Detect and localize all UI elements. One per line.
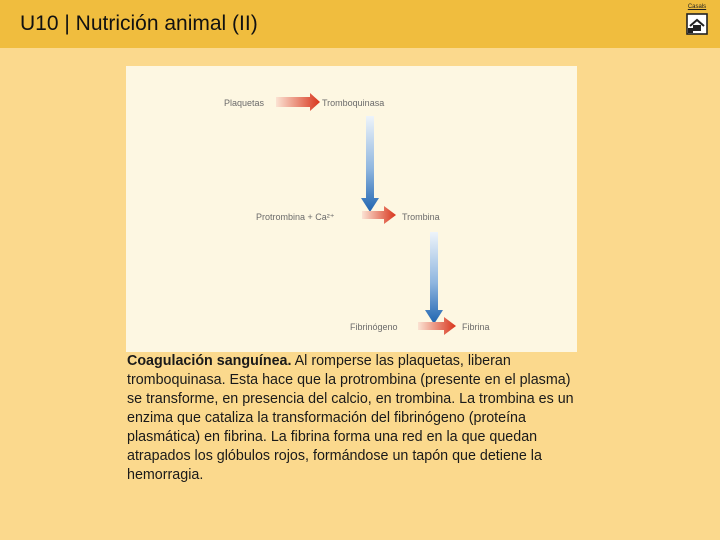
label-trombina: Trombina: [402, 212, 440, 222]
caption-heading: Coagulación sanguínea.: [127, 353, 292, 369]
page-title: U10 | Nutrición animal (II): [20, 12, 258, 35]
caption: [127, 352, 575, 485]
arrow-trombina-down: [425, 232, 443, 324]
coagulation-diagram: [126, 66, 577, 352]
label-protrombina: Protrombina + Ca²⁺: [256, 212, 335, 222]
arrow-protrombina-to-trombina: [362, 206, 396, 224]
title-bar: [0, 0, 720, 48]
arrow-plaquetas-to-tromboquinasa: [276, 93, 320, 111]
arrow-fibrinogeno-to-fibrina: [418, 317, 456, 335]
arrow-tromboquinasa-down: [361, 116, 379, 212]
label-plaquetas: Plaquetas: [224, 98, 265, 108]
label-tromboquinasa: Tromboquinasa: [322, 98, 385, 108]
label-fibrinogeno: Fibrinógeno: [350, 322, 398, 332]
publisher-logo: [683, 4, 711, 36]
label-fibrina: Fibrina: [462, 322, 490, 332]
caption-body: Al romperse las plaquetas, liberan tromboquinasa. Esta hace que la protrombina (presente en el plasma) se transforme, en presencia del calcio, en trombina. La trombina es un enzima que cataliza la transformación del fibrinógeno (proteína plasmática) en fibrina. La fibrina forma una red en la que quedan atrapados los glóbulos rojos, formándose un tapón que detiene la hemorragia.: [127, 353, 574, 483]
home-icon: [686, 13, 708, 35]
logo-text: Casals: [687, 4, 707, 10]
